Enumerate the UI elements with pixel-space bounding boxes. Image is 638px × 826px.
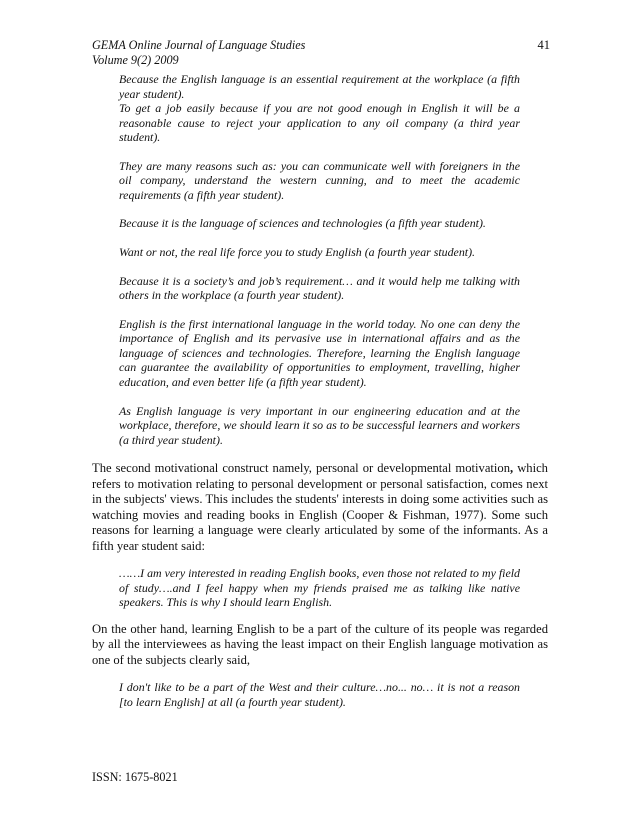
body-paragraph: On the other hand, learning English to be a part of the culture of its people was regarded by all the interviewees as having the least impact on their English language motivation as one of the subjects clearly said, [92,621,548,667]
student-quote: Because it is the language of sciences and technologies (a fifth year student). [119,216,486,231]
student-quotes-block [119,72,520,447]
student-quote: Want or not, the real life force you to study English (a fourth year student). [119,245,476,260]
student-quote: I don't like to be a part of the West and their culture…no... no… it is not a reason [to learn English] at all (a fourth year student). [119,680,520,709]
paragraph-text: The second motivational construct namely, personal or developmental motivation [92,461,510,476]
student-quote: They are many reasons such as: you can communicate well with foreigners in the oil company, understand the western cunning, and to meet the academic requirements (a fifth year student). [119,158,520,202]
issn-footer: ISSN: 1675-8021 [92,770,178,784]
student-quote: English is the first international language in the world today. No one can deny the importance of English and its pervasive use in international affairs and as the language of sciences and technologies. Therefore, learning the English language can guarantee the availability of opportunities to employment, travelling, higher education, and even better life (a fifth year student). [119,316,520,389]
student-quote: ……I am very interested in reading English books, even those not related to my field of study….and I feel happy when my friends praised me as talking like native speakers. This is why I should learn English. [119,566,520,610]
journal-title: GEMA Online Journal of Language Studies [92,38,306,52]
bold-comma: , [510,461,514,476]
student-quote: As English language is very important in our engineering education and at the workplace, therefore, we should learn it so as to be successful learners and workers (a third year student). [119,403,520,447]
paragraph-text: which refers to motivation relating to personal development or personal satisfaction, comes next in the subjects' views. This includes the students' interests in doing some activities such as watching movies and reading books in English (Cooper & Fishman, 1977). Some such reasons for learning a language were clearly articulated by some of the informants. As a fifth year student said: [92,461,548,553]
running-header [92,38,550,68]
journal-volume: Volume 9(2) 2009 [92,53,179,67]
student-quote: Because the English language is an essential requirement at the workplace (a fifth year student). [119,72,520,101]
student-quote: Because it is a society’s and job’s requirement… and it would help me talking with others in the workplace (a fourth year student). [119,273,520,303]
page-content [92,72,548,721]
body-paragraph [92,461,548,554]
student-quote-block [119,680,520,709]
student-quote: To get a job easily because if you are not good enough in English it will be a reasonable cause to reject your application to any oil company (a third year student). [119,101,520,144]
student-quote-block [119,566,520,610]
page-number: 41 [537,38,550,52]
